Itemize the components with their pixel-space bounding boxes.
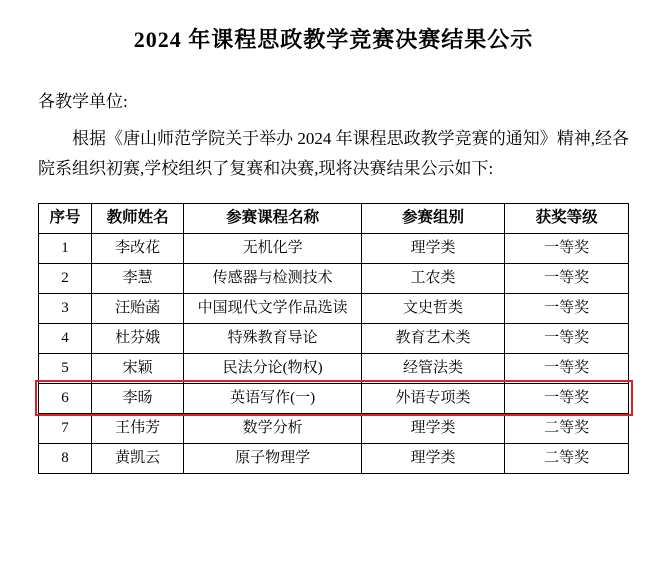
- column-header-index: 序号: [39, 203, 92, 233]
- cell-teacher: 李旸: [91, 383, 184, 413]
- column-header-group: 参赛组别: [361, 203, 504, 233]
- column-header-award: 获奖等级: [505, 203, 629, 233]
- cell-award: 一等奖: [505, 263, 629, 293]
- cell-teacher: 杜芬娥: [91, 323, 184, 353]
- cell-teacher: 汪贻菡: [91, 293, 184, 323]
- page-title: 2024 年课程思政教学竞赛决赛结果公示: [133, 27, 534, 52]
- document-page: [0, 26, 667, 563]
- cell-index: 4: [39, 323, 92, 353]
- cell-index: 7: [39, 413, 92, 443]
- table-header-row: [39, 203, 629, 233]
- column-header-course: 参赛课程名称: [184, 203, 361, 233]
- cell-teacher: 王伟芳: [91, 413, 184, 443]
- cell-teacher: 李改花: [91, 233, 184, 263]
- cell-group: 理学类: [361, 443, 504, 473]
- cell-course: 民法分论(物权): [184, 353, 361, 383]
- body-paragraph: [38, 124, 629, 185]
- table-row-highlighted: [39, 383, 629, 413]
- cell-group: 理学类: [361, 413, 504, 443]
- table-body: [39, 233, 629, 473]
- cell-course: 特殊教育导论: [184, 323, 361, 353]
- table-row: [39, 443, 629, 473]
- cell-group: 文史哲类: [361, 293, 504, 323]
- cell-course: 英语写作(一): [184, 383, 361, 413]
- cell-award: 一等奖: [505, 233, 629, 263]
- cell-teacher: 宋颖: [91, 353, 184, 383]
- paragraph-text: 根据《唐山师范学院关于举办 2024 年课程思政教学竞赛的通知》精神,经各院系组织初赛,学校组织了复赛和决赛,现将决赛结果公示如下:: [38, 129, 629, 179]
- table-row: [39, 263, 629, 293]
- table-header: [39, 203, 629, 233]
- cell-index: 3: [39, 293, 92, 323]
- cell-award: 一等奖: [505, 323, 629, 353]
- table-row: [39, 293, 629, 323]
- cell-index: 1: [39, 233, 92, 263]
- cell-course: 数学分析: [184, 413, 361, 443]
- cell-group: 教育艺术类: [361, 323, 504, 353]
- cell-group: 经管法类: [361, 353, 504, 383]
- cell-award: 二等奖: [505, 413, 629, 443]
- table-row: [39, 233, 629, 263]
- results-table: [38, 203, 629, 474]
- cell-index: 6: [39, 383, 92, 413]
- cell-teacher: 黄凯云: [91, 443, 184, 473]
- salutation: 各教学单位:: [38, 91, 128, 111]
- cell-index: 8: [39, 443, 92, 473]
- cell-index: 5: [39, 353, 92, 383]
- cell-index: 2: [39, 263, 92, 293]
- column-header-teacher: 教师姓名: [91, 203, 184, 233]
- cell-group: 外语专项类: [361, 383, 504, 413]
- cell-course: 原子物理学: [184, 443, 361, 473]
- cell-award: 一等奖: [505, 383, 629, 413]
- cell-award: 一等奖: [505, 353, 629, 383]
- cell-course: 传感器与检测技术: [184, 263, 361, 293]
- cell-award: 二等奖: [505, 443, 629, 473]
- table-row: [39, 413, 629, 443]
- cell-award: 一等奖: [505, 293, 629, 323]
- table-row: [39, 323, 629, 353]
- cell-group: 工农类: [361, 263, 504, 293]
- cell-teacher: 李慧: [91, 263, 184, 293]
- cell-group: 理学类: [361, 233, 504, 263]
- cell-course: 无机化学: [184, 233, 361, 263]
- cell-course: 中国现代文学作品选读: [184, 293, 361, 323]
- table-row: [39, 353, 629, 383]
